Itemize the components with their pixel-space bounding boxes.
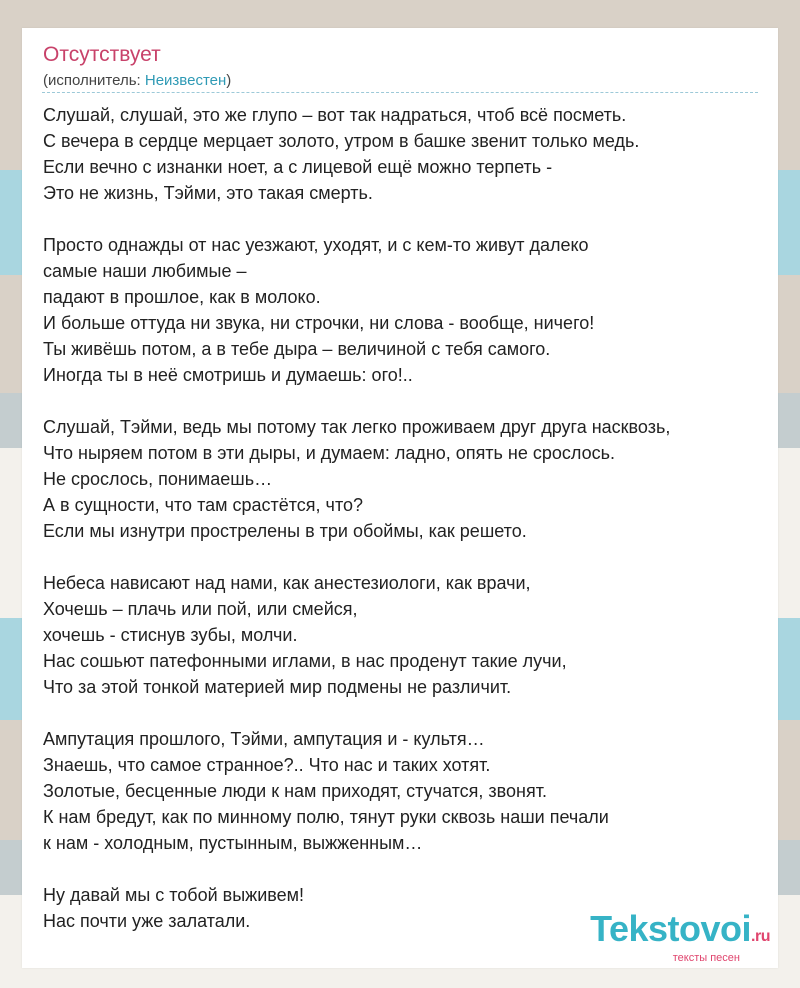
lyric-line: Что за этой тонкой материей мир подмены не различит. (43, 677, 512, 697)
lyric-line: Ну давай мы с тобой выживем! (43, 885, 305, 905)
lyric-line: Это не жизнь, Тэйми, это такая смерть. (43, 183, 373, 203)
lyric-line: Если мы изнутри прострелены в три обоймы, как решето. (43, 521, 527, 541)
stanza-gap (43, 206, 763, 232)
lyric-line: Знаешь, что самое странное?.. Что нас и таких хотят. (43, 755, 491, 775)
watermark-tld: .ru (751, 928, 770, 945)
lyric-line: Ампутация прошлого, Тэйми, ампутация и - культя… (43, 729, 485, 749)
lyric-line: К нам бредут, как по минному полю, тянут руки сквозь наши печали (43, 807, 609, 827)
lyric-line: Не срослось, понимаешь… (43, 469, 273, 489)
watermark-logo-text: Tekstovoi (590, 908, 752, 949)
stanza-gap (43, 544, 763, 570)
watermark-logo (590, 910, 770, 956)
lyric-line: падают в прошлое, как в молоко. (43, 287, 321, 307)
lyric-line: Иногда ты в неё смотришь и думаешь: ого!.. (43, 365, 413, 385)
lyrics-body (43, 102, 763, 934)
lyric-line: Что ныряем потом в эти дыры, и думаем: ладно, опять не срослось. (43, 443, 616, 463)
stanza-gap (43, 700, 763, 726)
lyric-line: Слушай, слушай, это же глупо – вот так надраться, чтоб всё посметь. (43, 105, 627, 125)
lyric-line: Ты живёшь потом, а в тебе дыра – величиной с тебя самого. (43, 339, 551, 359)
lyric-line: Хочешь – плачь или пой, или смейся, (43, 599, 358, 619)
artist-suffix: ) (226, 72, 232, 89)
stanza-gap (43, 856, 763, 882)
site-watermark (590, 910, 770, 964)
artist-line (43, 72, 231, 89)
lyric-line: хочешь - стиснув зубы, молчи. (43, 625, 298, 645)
lyric-line: самые наши любимые – (43, 261, 247, 281)
lyric-line: Нас сошьют патефонными иглами, в нас проденут такие лучи, (43, 651, 567, 671)
lyric-line: С вечера в сердце мерцает золото, утром в башке звенит только медь. (43, 131, 640, 151)
lyrics-card (22, 28, 778, 968)
lyric-line: Если вечно с изнанки ноет, а с лицевой ещё можно терпеть - (43, 157, 553, 177)
lyric-line: к нам - холодным, пустынным, выжженным… (43, 833, 423, 853)
song-title: Отсутствует (43, 43, 161, 66)
stanza-gap (43, 388, 763, 414)
lyric-line: И больше оттуда ни звука, ни строчки, ни слова - вообще, ничего! (43, 313, 595, 333)
lyric-line: А в сущности, что там срастётся, что? (43, 495, 364, 515)
watermark-tagline: тексты песен (672, 952, 740, 964)
lyric-line: Нас почти уже залатали. (43, 911, 251, 931)
lyric-line: Золотые, бесценные люди к нам приходят, стучатся, звонят. (43, 781, 547, 801)
artist-link[interactable]: Неизвестен (144, 72, 227, 89)
lyric-line: Слушай, Тэйми, ведь мы потому так легко проживаем друг друга насквозь, (43, 417, 671, 437)
lyric-line: Просто однажды от нас уезжают, уходят, и с кем-то живут далеко (43, 235, 589, 255)
artist-prefix: (исполнитель: (43, 72, 145, 89)
title-divider (42, 92, 758, 93)
lyric-line: Небеса нависают над нами, как анестезиологи, как врачи, (43, 573, 531, 593)
